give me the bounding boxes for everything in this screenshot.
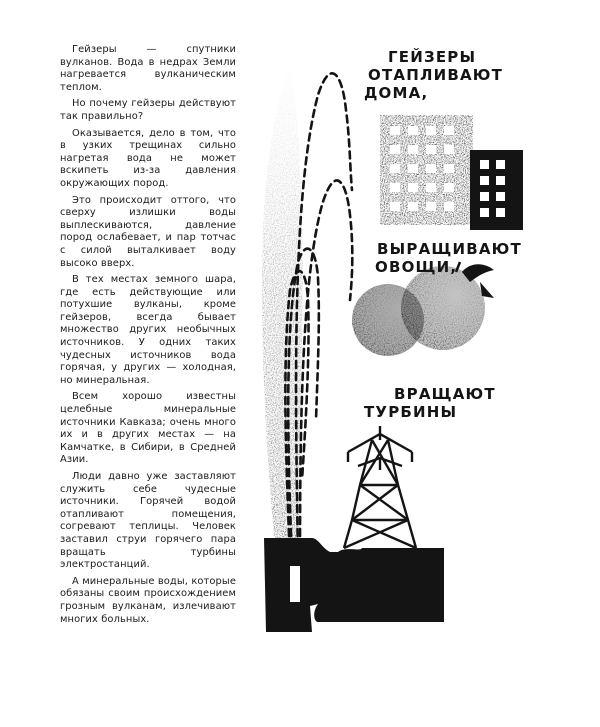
arc-to-vegetables	[300, 180, 352, 560]
power-tower-icon	[344, 426, 416, 548]
arc-to-house	[296, 73, 352, 560]
caption-heating-line-3: ДОМА,	[364, 84, 429, 102]
caption-vegetables-line-2: ОВОЩИ,	[375, 258, 458, 276]
caption-heating-line-2: ОТАПЛИВАЮТ	[368, 66, 504, 84]
paragraph-mineral-water: А минеральные воды, которые обязаны своим происхождением грозным вулканам, излечивают многих больных.	[60, 575, 236, 625]
paragraph-pressure: Оказывается, дело в том, что в узких трещинах сильно нагретая вода не может вскипеть из-за давления окружающих пород.	[60, 127, 236, 189]
paragraph-usage: Люди давно уже заставляют служить себе чудесные источники. Горячей водой отапливают помещения, согревают теплицы. Человек заставил струи горячего пара вращать турбины электростанций.	[60, 471, 236, 571]
caption-heating-line-1: ГЕЙЗЕРЫ	[388, 48, 477, 66]
caption-turbines-line-2: ТУРБИНЫ	[364, 403, 458, 421]
paragraph-question: Но почему гейзеры действуют так правильно?	[60, 98, 236, 122]
paragraph-eruption: Это происходит оттого, что сверху излишки воды выплескиваются, давление пород ослабевает, и пар тотчас с силой выталкивает воду высоко вверх.	[60, 194, 236, 269]
caption-vegetables-line-1: ВЫРАЩИВАЮТ	[377, 240, 522, 258]
caption-turbines-line-1: ВРАЩАЮТ	[394, 385, 496, 403]
paragraph-healing-springs: Всем хорошо известны целебные минеральные источники Кавказа; очень много их и в других местах — на Камчатке, в Сибири, в Средней Азии.	[60, 391, 236, 466]
paragraph-springs: В тех местах земного шара, где есть действующие или потухшие вулканы, кроме гейзеров, всегда бывает множество других необычных источников. У одних таких чудесных источников вода горячая, у других — холодная, но минеральная.	[60, 274, 236, 386]
apartment-building-icon	[380, 115, 523, 230]
vegetables-icon	[352, 262, 494, 356]
paragraph-geysers-intro: Гейзеры — спутники вулканов. Вода в недрах Земли нагревается вулканическим теплом.	[60, 44, 236, 93]
